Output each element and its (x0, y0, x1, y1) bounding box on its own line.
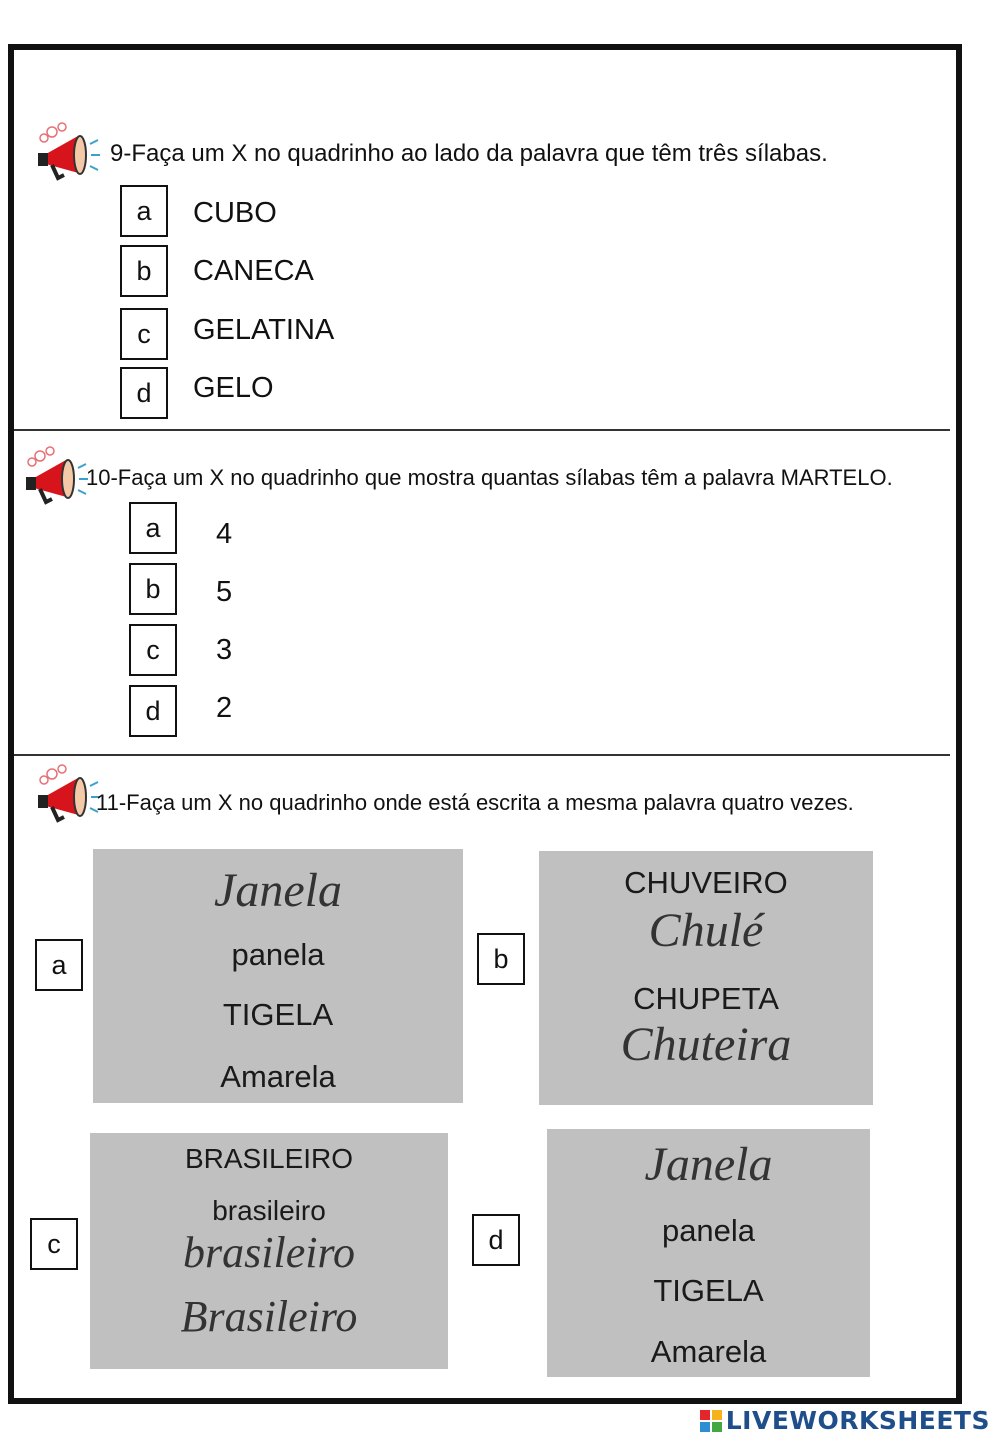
liveworksheets-logo (700, 1406, 990, 1435)
card-word: BRASILEIRO (184, 1143, 354, 1174)
word-card-a (93, 849, 463, 1103)
card-word: brasileiro (212, 1195, 326, 1226)
checkbox-q9-c[interactable]: c (120, 308, 168, 360)
option-text-q10-c: 3 (216, 634, 233, 666)
card-word: Janela (214, 864, 342, 917)
card-word: TIGELA (653, 1273, 764, 1308)
question-9-title: 9-Faça um X no quadrinho ao lado da palavra que têm três sílabas. (110, 140, 828, 167)
logo-grid-icon (700, 1410, 722, 1432)
checkbox-q10-b[interactable]: b (129, 563, 177, 615)
option-text-q10-b: 5 (216, 576, 233, 608)
option-text-q9-d: GELO (193, 372, 274, 404)
card-word: TIGELA (222, 997, 334, 1032)
checkbox-q10-c[interactable]: c (129, 624, 177, 676)
section-divider (14, 754, 950, 756)
card-word: Amarela (650, 1334, 767, 1369)
checkbox-q10-d[interactable]: d (129, 685, 177, 737)
word-card-d (547, 1129, 870, 1377)
megaphone-icon (22, 118, 102, 188)
checkbox-q11-b[interactable]: b (477, 933, 525, 985)
question-10-title: 10-Faça um X no quadrinho que mostra quantas sílabas têm a palavra MARTELO. (86, 465, 893, 490)
card-word: Chulé (648, 904, 764, 957)
megaphone-icon (10, 442, 90, 512)
checkbox-q11-a[interactable]: a (35, 939, 83, 991)
card-word: brasileiro (183, 1228, 355, 1277)
option-text-q9-a: CUBO (193, 197, 277, 229)
card-word: Brasileiro (180, 1292, 358, 1341)
option-text-q10-d: 2 (216, 692, 233, 724)
card-word: CHUVEIRO (624, 865, 788, 900)
brand-text: LIVEWORKSHEETS (725, 1406, 990, 1435)
question-11-title: 11-Faça um X no quadrinho onde está escrita a mesma palavra quatro vezes. (96, 790, 854, 815)
checkbox-q9-b[interactable]: b (120, 245, 168, 297)
card-word: CHUPETA (633, 981, 779, 1016)
checkbox-q11-c[interactable]: c (30, 1218, 78, 1270)
card-word: Amarela (220, 1059, 336, 1094)
card-word: panela (661, 1213, 756, 1248)
card-word: panela (231, 937, 325, 972)
option-text-q9-c: GELATINA (193, 314, 335, 346)
card-word: Chuteira (620, 1018, 792, 1071)
checkbox-q9-a[interactable]: a (120, 185, 168, 237)
section-divider (14, 429, 950, 431)
option-text-q10-a: 4 (216, 518, 233, 550)
word-card-b (539, 851, 873, 1105)
card-word: Janela (644, 1138, 773, 1191)
megaphone-icon (22, 760, 102, 830)
checkbox-q11-d[interactable]: d (472, 1214, 520, 1266)
option-text-q9-b: CANECA (193, 255, 314, 287)
checkbox-q10-a[interactable]: a (129, 502, 177, 554)
word-card-c (90, 1133, 448, 1369)
checkbox-q9-d[interactable]: d (120, 367, 168, 419)
